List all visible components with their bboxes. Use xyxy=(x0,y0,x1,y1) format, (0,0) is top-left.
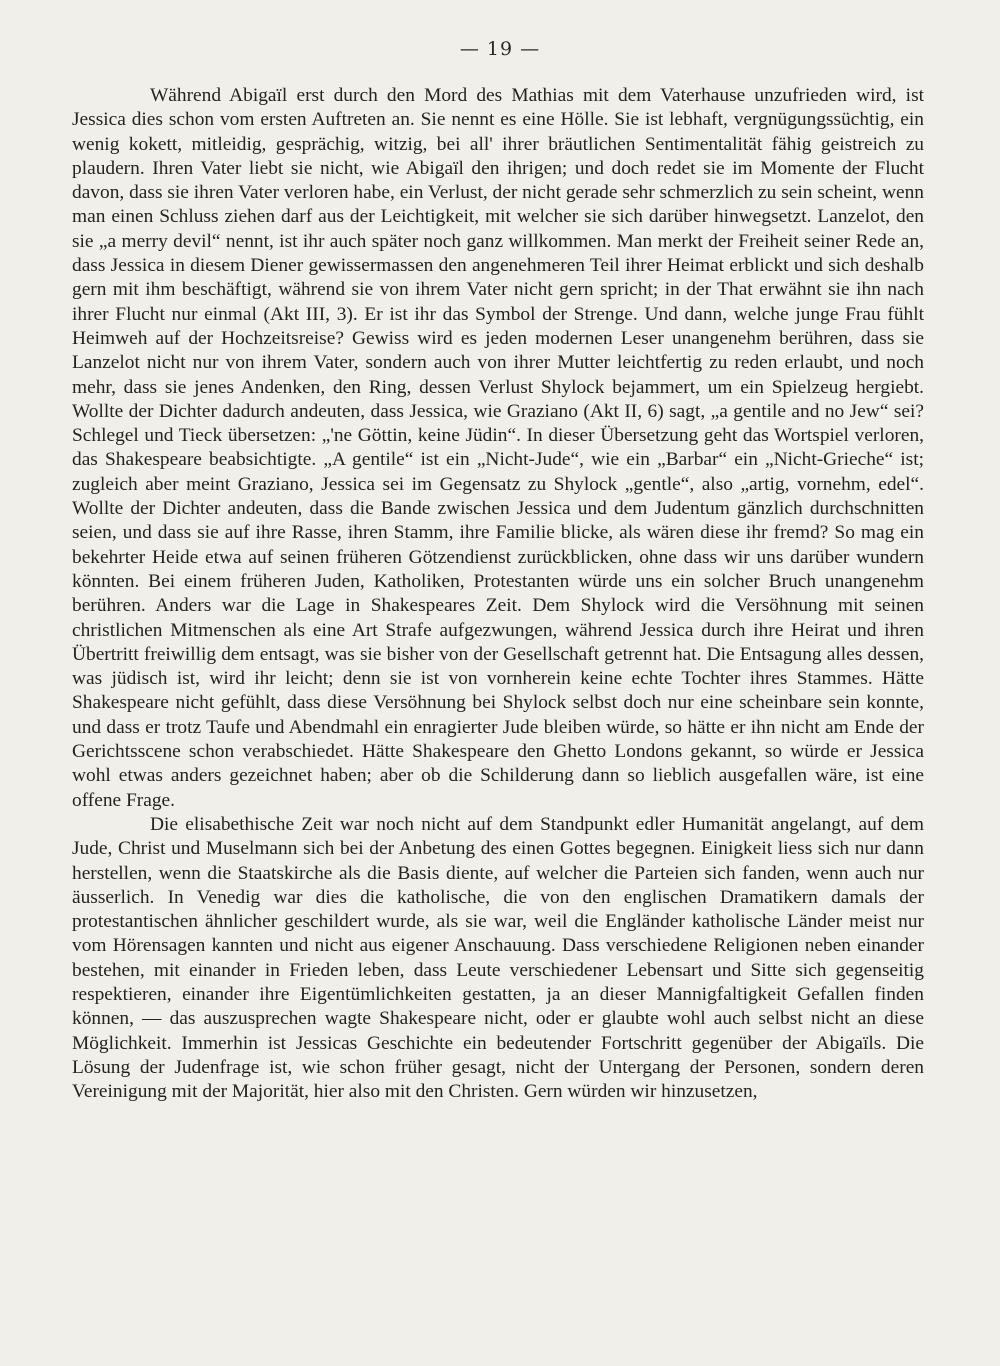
paragraph-1: Während Abigaïl erst durch den Mord des Mathias mit dem Vaterhause unzufrieden wird, ist Jessica dies schon vom ersten Auftreten an. Sie nennt es eine Hölle. Sie ist lebhaft, vergnügungssüchtig, ein wenig kokett, mitleidig, gesprächig, witzig, bei all' ihrer bräutlichen Sentimentalität fähig geistreich zu plaudern. Ihren Vater liebt sie nicht, wie Abigaïl den ihrigen; und doch redet sie im Momente der Flucht davon, dass sie ihren Vater verloren habe, ein Verlust, der nicht gerade sehr schmerzlich zu sein scheint, wenn man einen Schluss ziehen darf aus der Leichtigkeit, mit welcher sie sich darüber hinwegsetzt. Lanzelot, den sie „a merry devil“ nennt, ist ihr auch später noch ganz willkommen. Man merkt der Freiheit seiner Rede an, dass Jessica in diesem Diener gewissermassen den angenehmeren Teil ihrer Heimat erblickt und sich deshalb gern mit ihm beschäftigt, während sie von ihrem Vater nicht gern spricht; in der That erwähnt sie ihn nach ihrer Flucht nur einmal (Akt III, 3). Er ist ihr das Symbol der Strenge. Und dann, welche junge Frau fühlt Heimweh auf der Hochzeitsreise? Gewiss wird es jeden modernen Leser unangenehm berühren, dass sie Lanzelot nicht nur von ihrem Vater, sondern auch von ihrer Mutter leichtfertig zu reden erlaubt, und noch mehr, dass sie jenes Andenken, den Ring, dessen Verlust Shylock bejammert, um ein Spielzeug hergiebt. Wollte der Dichter dadurch andeuten, dass Jessica, wie Graziano (Akt II, 6) sagt, „a gentile and no Jew“ sei? Schlegel und Tieck übersetzen: „'ne Göttin, keine Jüdin“. In dieser Übersetzung geht das Wortspiel verloren, das Shakespeare beabsichtigte. „A gentile“ ist ein „Nicht-Jude“, wie ein „Barbar“ ein „Nicht-Grieche“ ist; zugleich aber meint Graziano, Jessica sei im Gegensatz zu Shylock „gentle“, also „artig, vornehm, edel“. Wollte der Dichter andeuten, dass die Bande zwischen Jessica und dem Judentum gänzlich durchschnitten seien, und dass sie auf ihre Rasse, ihren Stamm, ihre Familie blicke, als wären diese ihr fremd? So mag ein bekehrter Heide etwa auf seinen früheren Götzendienst zurückblicken, ohne dass wir uns darüber wundern könnten. Bei einem früheren Juden, Katholiken, Protestanten würde uns ein solcher Bruch unangenehm berühren. Anders war die Lage in Shakespeares Zeit. Dem Shylock wird die Versöhnung mit seinen christlichen Mitmenschen als eine Art Strafe aufgezwungen, während Jessica durch ihre Heirat und ihren Übertritt freiwillig dem entsagt, was sie bisher von der Gesellschaft getrennt hat. Die Entsagung alles dessen, was jüdisch ist, wird ihr leicht; denn sie ist von vornherein keine echte Tochter ihres Stammes. Hätte Shakespeare nicht gefühlt, dass diese Versöhnung bei Shylock selbst doch nur eine scheinbare sein konnte, und dass er trotz Taufe und Abendmahl ein enragierter Jude bleiben würde, so hätte er ihn nicht am Ende der Gerichtsscene schon verabschiedet. Hätte Shakespeare den Ghetto Londons gekannt, so würde er Jessica wohl etwas anders gezeichnet haben; aber ob die Schilderung dann so lieblich ausgefallen wäre, ist eine offene Frage. xyxy=(72,85,924,811)
page-number: — 19 — xyxy=(459,38,541,60)
paragraph-2: Die elisabethische Zeit war noch nicht auf dem Standpunkt edler Humanität angelangt, auf dem Jude, Christ und Muselmann sich bei der Anbetung des einen Gottes begegnen. Einigkeit liess sich nur dann herstellen, wenn die Staatskirche als die Basis diente, auf welcher die Parteien sich fanden, wenn auch nur äusserlich. In Venedig war dies die katholische, die von den englischen Dramatikern damals der protestantischen ähnlicher geschildert wurde, als sie war, weil die Engländer katholische Länder meist nur vom Hörensagen kannten und nicht aus eigener Anschauung. Dass verschiedene Religionen neben einander bestehen, mit einander in Frieden leben, dass Leute verschiedener Lebensart und Sitte sich gegenseitig respektieren, einander ihre Eigentümlichkeiten gestatten, ja an dieser Mannigfaltigkeit Gefallen finden können, — das auszusprechen wagte Shakespeare nicht, oder er glaubte wohl auch selbst nicht an diese Möglichkeit. Immerhin ist Jessicas Geschichte ein bedeutender Fortschritt gegenüber der Abigaïls. Die Lösung der Judenfrage ist, wie schon früher gesagt, nicht der Untergang der Personen, sondern deren Vereinigung mit der Majorität, hier also mit den Christen. Gern würden wir hinzusetzen, xyxy=(72,813,924,1103)
body-text xyxy=(72,84,924,1104)
